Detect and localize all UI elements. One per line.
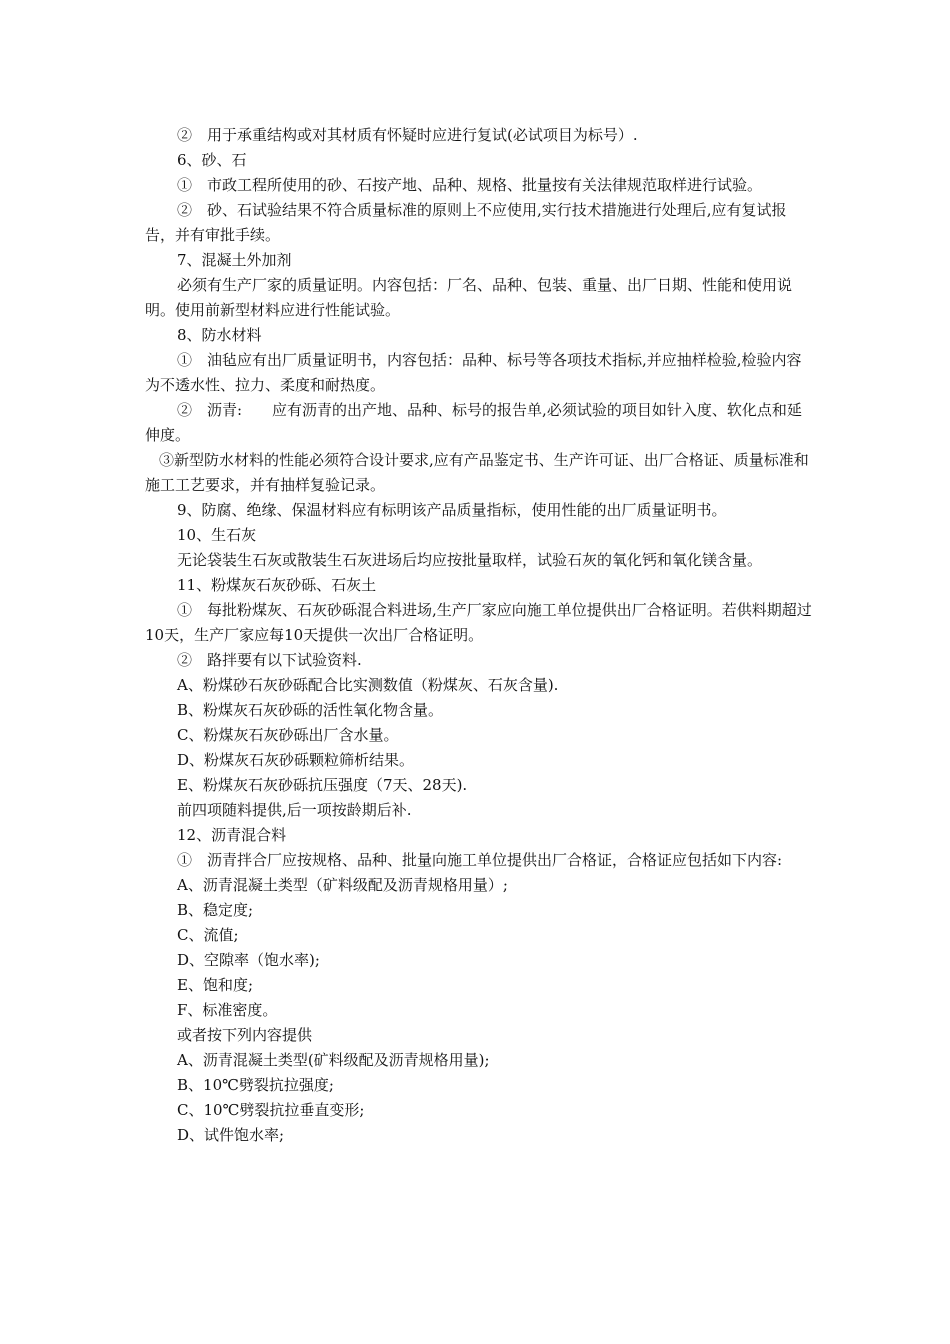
paragraph: ② 用于承重结构或对其材质有怀疑时应进行复试(必试项目为标号）. — [177, 126, 638, 144]
document-body — [145, 123, 815, 1148]
paragraph: ② 砂、石试验结果不符合质量标准的原则上不应使用,实行技术措施进行处理后,应有复试报告，并有审批手续。 — [145, 201, 787, 244]
paragraph: B、10℃劈裂抗拉强度; — [177, 1076, 334, 1094]
paragraph: 11、粉煤灰石灰砂砾、石灰土 — [177, 576, 377, 594]
paragraph: ① 油毡应有出厂质量证明书，内容包括：品种、标号等各项技术指标,并应抽样检验,检验内容为不透水性、拉力、柔度和耐热度。 — [145, 351, 802, 394]
paragraph: A、沥青混凝土类型（矿料级配及沥青规格用量）; — [177, 876, 508, 894]
paragraph: 8、防水材料 — [177, 326, 262, 344]
paragraph: D、空隙率（饱水率); — [177, 951, 320, 969]
paragraph: C、流值; — [177, 926, 239, 944]
paragraph: 12、沥青混合料 — [177, 826, 287, 844]
paragraph: 9、防腐、绝缘、保温材料应有标明该产品质量指标，使用性能的出厂质量证明书。 — [177, 501, 727, 519]
paragraph: ② 路拌要有以下试验资料. — [177, 651, 362, 669]
paragraph: E、粉煤灰石灰砂砾抗压强度（7天、28天). — [177, 776, 468, 794]
paragraph: ① 沥青拌合厂应按规格、品种、批量向施工单位提供出厂合格证，合格证应包括如下内容: — [177, 851, 783, 869]
paragraph: C、10℃劈裂抗拉垂直变形; — [177, 1101, 365, 1119]
paragraph: ① 每批粉煤灰、石灰砂砾混合料进场,生产厂家应向施工单位提供出厂合格证明。若供料期超过10天，生产厂家应每10天提供一次出厂合格证明。 — [145, 601, 812, 644]
paragraph: C、粉煤灰石灰砂砾出厂含水量。 — [177, 726, 399, 744]
paragraph: 7、混凝土外加剂 — [177, 251, 292, 269]
paragraph: ① 市政工程所使用的砂、石按产地、品种、规格、批量按有关法律规范取样进行试验。 — [177, 176, 763, 194]
paragraph: F、标准密度。 — [177, 1001, 278, 1019]
paragraph: 必须有生产厂家的质量证明。内容包括：厂名、品种、包装、重量、出厂日期、性能和使用说明。使用前新型材料应进行性能试验。 — [145, 276, 793, 319]
paragraph: 10、生石灰 — [177, 526, 257, 544]
paragraph: B、粉煤灰石灰砂砾的活性氧化物含量。 — [177, 701, 444, 719]
paragraph: E、饱和度; — [177, 976, 254, 994]
paragraph: D、粉煤灰石灰砂砾颗粒筛析结果。 — [177, 751, 415, 769]
paragraph: 6、砂、石 — [177, 151, 247, 169]
paragraph: 无论袋装生石灰或散装生石灰进场后均应按批量取样，试验石灰的氧化钙和氧化镁含量。 — [177, 551, 763, 569]
paragraph: 或者按下列内容提供 — [177, 1026, 313, 1044]
paragraph: B、稳定度; — [177, 901, 254, 919]
paragraph: ③新型防水材料的性能必须符合设计要求,应有产品鉴定书、生产许可证、出厂合格证、质量标准和施工工艺要求，并有抽样复验记录。 — [145, 451, 809, 494]
paragraph: A、粉煤砂石灰砂砾配合比实测数值（粉煤灰、石灰含量). — [177, 676, 559, 694]
paragraph: 前四项随料提供,后一项按龄期后补. — [177, 801, 412, 819]
paragraph: D、试件饱水率; — [177, 1126, 285, 1144]
paragraph: A、沥青混凝土类型(矿料级配及沥青规格用量); — [177, 1051, 490, 1069]
paragraph: ② 沥青: 应有沥青的出产地、品种、标号的报告单,必须试验的项目如针入度、软化点和延伸度。 — [145, 401, 802, 444]
